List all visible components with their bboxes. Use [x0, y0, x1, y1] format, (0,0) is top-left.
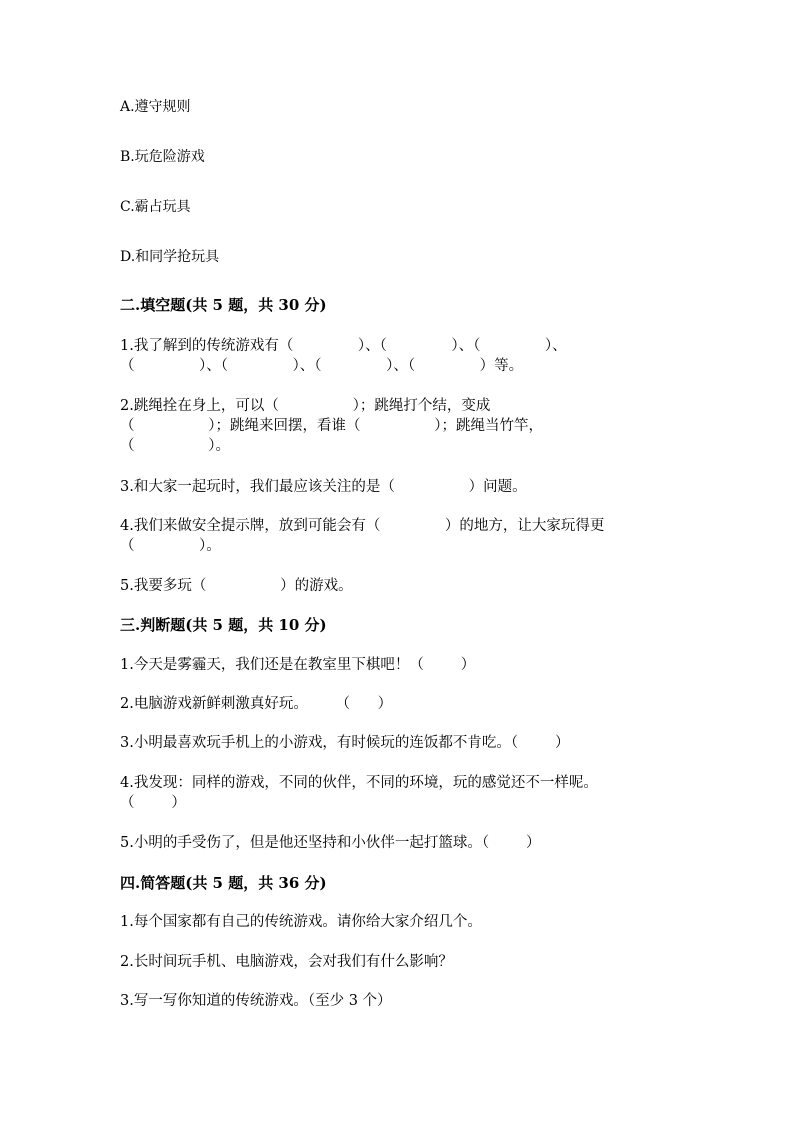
- short-question-1: 1.每个国家都有自己的传统游戏。请你给大家介绍几个。: [120, 914, 482, 930]
- fill-question-4-line-2: （ ）。: [120, 538, 221, 554]
- judge-question-5: 5.小明的手受伤了，但是他还坚持和小伙伴一起打篮球。（ ）: [120, 835, 541, 851]
- section-heading-short-answer: 四.简答题(共 5 题，共 36 分): [120, 874, 327, 892]
- fill-question-2-line-3: （ ）。: [120, 438, 230, 454]
- judge-question-4-line-2: （ ）: [120, 795, 186, 811]
- option-d: D.和同学抢玩具: [120, 249, 220, 265]
- option-a: A.遵守规则: [120, 99, 191, 115]
- fill-question-2-line-1: 2.跳绳拴在身上，可以（ ）；跳绳打个结，变成: [120, 398, 491, 414]
- option-b: B.玩危险游戏: [120, 149, 205, 165]
- option-c: C.霸占玩具: [120, 199, 191, 215]
- fill-question-5: 5.我要多玩（ ）的游戏。: [120, 578, 353, 594]
- fill-question-1-line-1: 1.我了解到的传统游戏有（ ）、（ ）、（ ）、: [120, 338, 567, 354]
- short-question-3: 3.写一写你知道的传统游戏。（至少 3 个）: [120, 993, 392, 1009]
- judge-question-2: 2.电脑游戏新鲜刺激真好玩。 （ ）: [120, 696, 393, 712]
- fill-question-1-line-2: （ ）、（ ）、（ ）、（ ）等。: [120, 358, 524, 374]
- fill-question-2-line-2: （ ）；跳绳来回摆，看谁（ ）；跳绳当竹竿，: [120, 418, 543, 434]
- fill-question-3: 3.和大家一起玩时，我们最应该关注的是（ ）问题。: [120, 479, 527, 495]
- fill-question-4-line-1: 4.我们来做安全提示牌，放到可能会有（ ）的地方，让大家玩得更: [120, 518, 605, 534]
- judge-question-1: 1.今天是雾霾天，我们还是在教室里下棋吧！（ ）: [120, 657, 476, 673]
- section-heading-true-false: 三.判断题(共 5 题，共 10 分): [120, 616, 327, 634]
- short-question-2: 2.长时间玩手机、电脑游戏，会对我们有什么影响？: [120, 954, 453, 970]
- judge-question-3: 3.小明最喜欢玩手机上的小游戏，有时候玩的连饭都不肯吃。（ ）: [120, 735, 570, 751]
- judge-question-4-line-1: 4.我发现：同样的游戏，不同的伙伴，不同的环境，玩的感觉还不一样呢。: [120, 775, 598, 791]
- section-heading-fill-in: 二.填空题(共 5 题，共 30 分): [120, 296, 327, 314]
